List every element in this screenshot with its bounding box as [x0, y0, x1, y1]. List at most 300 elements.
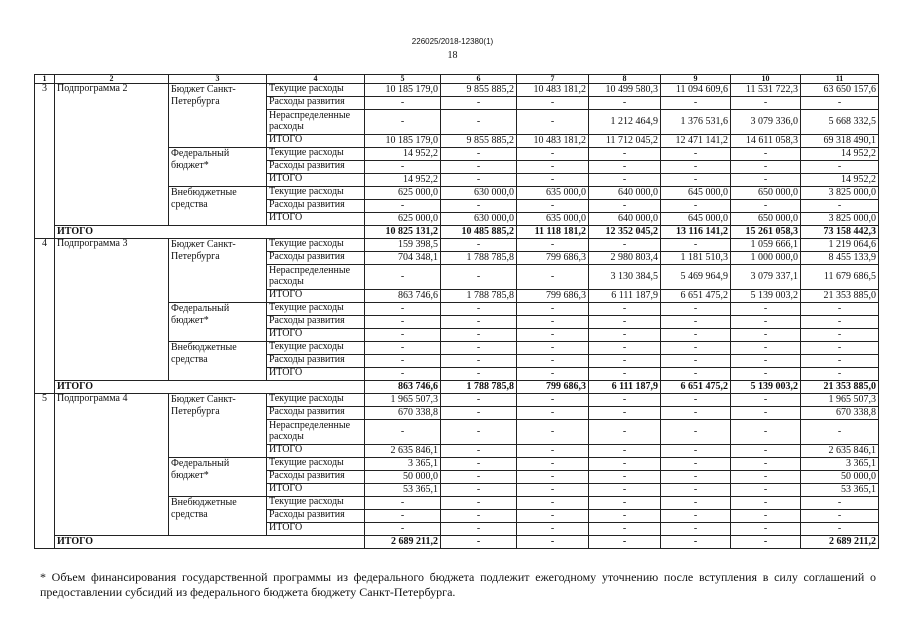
value-cell: 11 531 722,3	[731, 84, 801, 97]
value-cell: -	[441, 97, 517, 110]
value-cell: 2 635 846,1	[365, 445, 441, 458]
expense-type: Текущие расходы	[267, 394, 365, 407]
value-cell: -	[731, 497, 801, 510]
value-cell: -	[365, 200, 441, 213]
value-cell: -	[661, 523, 731, 536]
page-number: 18	[447, 50, 458, 61]
value-cell: -	[441, 445, 517, 458]
value-cell: -	[517, 368, 589, 381]
value-cell: 6 111 187,9	[589, 290, 661, 303]
value-cell: -	[801, 368, 879, 381]
expense-type: Текущие расходы	[267, 239, 365, 252]
value-cell: -	[731, 510, 801, 523]
total-value: 6 651 475,2	[661, 381, 731, 394]
value-cell: -	[365, 342, 441, 355]
value-cell: -	[441, 161, 517, 174]
value-cell: 650 000,0	[731, 187, 801, 200]
funding-source: Бюджет Санкт-Петербурга	[169, 239, 267, 303]
value-cell: 670 338,8	[365, 407, 441, 420]
value-cell: -	[661, 420, 731, 445]
expense-type: Расходы развития	[267, 471, 365, 484]
value-cell: -	[731, 394, 801, 407]
value-cell: -	[801, 161, 879, 174]
value-cell: -	[365, 316, 441, 329]
row-number: 5	[35, 394, 55, 549]
value-cell: -	[661, 329, 731, 342]
value-cell: 635 000,0	[517, 187, 589, 200]
value-cell: 3 825 000,0	[801, 187, 879, 200]
value-cell: -	[365, 510, 441, 523]
expense-type: Расходы развития	[267, 316, 365, 329]
value-cell: -	[589, 174, 661, 187]
value-cell: 1 788 785,8	[441, 252, 517, 265]
column-header: 6	[441, 75, 517, 84]
value-cell: -	[661, 407, 731, 420]
value-cell: 1 059 666,1	[731, 239, 801, 252]
value-cell: -	[365, 97, 441, 110]
subprogram-total-row	[35, 381, 879, 394]
value-cell: 1 000 000,0	[731, 252, 801, 265]
value-cell: -	[365, 368, 441, 381]
total-value: 11 118 181,2	[517, 226, 589, 239]
value-cell: -	[365, 265, 441, 290]
value-cell: -	[517, 316, 589, 329]
value-cell: 2 980 803,4	[589, 252, 661, 265]
value-cell: -	[801, 420, 879, 445]
document-number: 226025/2018-12380(1)	[411, 37, 494, 46]
value-cell: 625 000,0	[365, 213, 441, 226]
value-cell: -	[731, 445, 801, 458]
value-cell: 645 000,0	[661, 213, 731, 226]
value-cell: -	[661, 471, 731, 484]
column-header: 9	[661, 75, 731, 84]
value-cell: -	[801, 329, 879, 342]
value-cell: 640 000,0	[589, 187, 661, 200]
value-cell: -	[801, 316, 879, 329]
value-cell: -	[589, 407, 661, 420]
expense-type: Текущие расходы	[267, 458, 365, 471]
value-cell: 10 499 580,3	[589, 84, 661, 97]
total-value: 10 485 885,2	[441, 226, 517, 239]
value-cell: 10 185 179,0	[365, 135, 441, 148]
value-cell: -	[441, 265, 517, 290]
value-cell: -	[517, 458, 589, 471]
value-cell: -	[517, 200, 589, 213]
value-cell: -	[801, 497, 879, 510]
value-cell: -	[517, 342, 589, 355]
value-cell: 8 455 133,9	[801, 252, 879, 265]
value-cell: 3 365,1	[801, 458, 879, 471]
value-cell: 670 338,8	[801, 407, 879, 420]
expense-type: ИТОГО	[267, 368, 365, 381]
value-cell: 12 471 141,2	[661, 135, 731, 148]
column-header: 1	[35, 75, 55, 84]
value-cell: -	[589, 355, 661, 368]
value-cell: -	[589, 200, 661, 213]
value-cell: -	[731, 316, 801, 329]
value-cell: -	[661, 394, 731, 407]
subprogram-total-row	[35, 536, 879, 549]
value-cell: -	[441, 316, 517, 329]
expense-type: Нераспределенные расходы	[267, 110, 365, 135]
expense-type: ИТОГО	[267, 484, 365, 497]
value-cell: 14 952,2	[801, 148, 879, 161]
value-cell: 1 788 785,8	[441, 290, 517, 303]
value-cell: 3 079 337,1	[731, 265, 801, 290]
value-cell: -	[517, 407, 589, 420]
value-cell: 863 746,6	[365, 290, 441, 303]
value-cell: 799 686,3	[517, 290, 589, 303]
value-cell: 640 000,0	[589, 213, 661, 226]
value-cell: -	[441, 342, 517, 355]
expense-type: ИТОГО	[267, 135, 365, 148]
value-cell: 159 398,5	[365, 239, 441, 252]
value-cell: 53 365,1	[801, 484, 879, 497]
funding-source: Внебюджетные средства	[169, 342, 267, 381]
value-cell: -	[731, 458, 801, 471]
value-cell: 1 376 531,6	[661, 110, 731, 135]
value-cell: 9 855 885,2	[441, 84, 517, 97]
expense-type: Расходы развития	[267, 97, 365, 110]
expense-type: Нераспределенные расходы	[267, 265, 365, 290]
value-cell: -	[441, 148, 517, 161]
expense-type: Текущие расходы	[267, 303, 365, 316]
value-cell: -	[731, 420, 801, 445]
value-cell: 63 650 157,6	[801, 84, 879, 97]
value-cell: 9 855 885,2	[441, 135, 517, 148]
column-header: 3	[169, 75, 267, 84]
value-cell: -	[517, 174, 589, 187]
budget-table	[34, 74, 879, 549]
value-cell: -	[589, 316, 661, 329]
total-value: 2 689 211,2	[801, 536, 879, 549]
value-cell: -	[589, 303, 661, 316]
value-cell: -	[661, 458, 731, 471]
value-cell: 11 679 686,5	[801, 265, 879, 290]
value-cell: -	[589, 484, 661, 497]
value-cell: -	[731, 200, 801, 213]
total-value: 12 352 045,2	[589, 226, 661, 239]
value-cell: -	[517, 445, 589, 458]
total-value: -	[441, 536, 517, 549]
value-cell: -	[661, 174, 731, 187]
table-row	[35, 239, 879, 252]
value-cell: -	[589, 510, 661, 523]
value-cell: -	[441, 200, 517, 213]
value-cell: -	[517, 497, 589, 510]
value-cell: -	[731, 355, 801, 368]
value-cell: -	[589, 148, 661, 161]
value-cell: 21 353 885,0	[801, 290, 879, 303]
value-cell: -	[365, 303, 441, 316]
column-number-row	[35, 75, 879, 84]
funding-source: Федеральный бюджет*	[169, 458, 267, 497]
funding-source: Федеральный бюджет*	[169, 303, 267, 342]
value-cell: -	[441, 420, 517, 445]
expense-type: Расходы развития	[267, 200, 365, 213]
value-cell: 3 130 384,5	[589, 265, 661, 290]
value-cell: -	[731, 329, 801, 342]
value-cell: -	[731, 523, 801, 536]
total-value: -	[517, 536, 589, 549]
value-cell: -	[589, 394, 661, 407]
value-cell: -	[517, 239, 589, 252]
column-header: 4	[267, 75, 365, 84]
value-cell: -	[441, 484, 517, 497]
value-cell: -	[731, 174, 801, 187]
value-cell: 635 000,0	[517, 213, 589, 226]
value-cell: -	[589, 342, 661, 355]
expense-type: Текущие расходы	[267, 342, 365, 355]
value-cell: -	[661, 342, 731, 355]
total-value: 5 139 003,2	[731, 381, 801, 394]
value-cell: 14 611 058,3	[731, 135, 801, 148]
value-cell: -	[517, 471, 589, 484]
value-cell: -	[731, 484, 801, 497]
value-cell: -	[589, 471, 661, 484]
expense-type: Расходы развития	[267, 355, 365, 368]
value-cell: 1 965 507,3	[365, 394, 441, 407]
column-header: 8	[589, 75, 661, 84]
value-cell: 50 000,0	[801, 471, 879, 484]
value-cell: -	[661, 368, 731, 381]
value-cell: -	[589, 161, 661, 174]
total-value: -	[589, 536, 661, 549]
total-value: -	[731, 536, 801, 549]
value-cell: -	[661, 200, 731, 213]
value-cell: -	[731, 97, 801, 110]
value-cell: -	[365, 355, 441, 368]
value-cell: 650 000,0	[731, 213, 801, 226]
value-cell: 5 668 332,5	[801, 110, 879, 135]
expense-type: ИТОГО	[267, 174, 365, 187]
value-cell: 630 000,0	[441, 187, 517, 200]
total-value: 799 686,3	[517, 381, 589, 394]
value-cell: -	[589, 97, 661, 110]
expense-type: ИТОГО	[267, 290, 365, 303]
value-cell: -	[661, 239, 731, 252]
value-cell: 10 483 181,2	[517, 84, 589, 97]
value-cell: -	[589, 458, 661, 471]
value-cell: -	[441, 458, 517, 471]
value-cell: -	[731, 148, 801, 161]
value-cell: -	[441, 174, 517, 187]
total-value: 15 261 058,3	[731, 226, 801, 239]
expense-type: Текущие расходы	[267, 84, 365, 97]
value-cell: -	[589, 420, 661, 445]
value-cell: -	[801, 200, 879, 213]
total-value: 13 116 141,2	[661, 226, 731, 239]
value-cell: -	[731, 303, 801, 316]
value-cell: -	[441, 239, 517, 252]
total-value: 6 111 187,9	[589, 381, 661, 394]
value-cell: -	[441, 497, 517, 510]
value-cell: -	[441, 110, 517, 135]
value-cell: -	[441, 329, 517, 342]
value-cell: -	[731, 407, 801, 420]
value-cell: -	[589, 239, 661, 252]
total-value: -	[661, 536, 731, 549]
value-cell: -	[801, 303, 879, 316]
value-cell: -	[589, 497, 661, 510]
value-cell: 1 212 464,9	[589, 110, 661, 135]
value-cell: -	[801, 97, 879, 110]
value-cell: -	[661, 355, 731, 368]
value-cell: 53 365,1	[365, 484, 441, 497]
value-cell: 14 952,2	[365, 148, 441, 161]
value-cell: 11 094 609,6	[661, 84, 731, 97]
column-header: 11	[801, 75, 879, 84]
value-cell: -	[517, 161, 589, 174]
value-cell: -	[441, 407, 517, 420]
funding-source: Бюджет Санкт-Петербурга	[169, 394, 267, 458]
value-cell: -	[801, 510, 879, 523]
value-cell: -	[517, 394, 589, 407]
subprogram-name: Подпрограмма 3	[55, 239, 169, 381]
footnote: * Объем финансирования государственной программы из федерального бюджета подлежит ежегодному уточнению после вступления в силу соглашений о предоставлении субсидий из федерального бюджета бюджету Санкт-Петербурга.	[40, 570, 876, 599]
value-cell: 10 185 179,0	[365, 84, 441, 97]
value-cell: -	[441, 523, 517, 536]
value-cell: -	[731, 161, 801, 174]
value-cell: -	[589, 523, 661, 536]
subprogram-name: Подпрограмма 2	[55, 84, 169, 226]
expense-type: Расходы развития	[267, 161, 365, 174]
value-cell: 5 469 964,9	[661, 265, 731, 290]
value-cell: -	[517, 355, 589, 368]
value-cell: 11 712 045,2	[589, 135, 661, 148]
value-cell: -	[731, 368, 801, 381]
value-cell: 625 000,0	[365, 187, 441, 200]
expense-type: Нераспределенные расходы	[267, 420, 365, 445]
value-cell: -	[365, 110, 441, 135]
subprogram-total-row	[35, 226, 879, 239]
value-cell: 1 219 064,6	[801, 239, 879, 252]
total-label: ИТОГО	[55, 381, 365, 394]
funding-source: Бюджет Санкт-Петербурга	[169, 84, 267, 148]
value-cell: 2 635 846,1	[801, 445, 879, 458]
value-cell: -	[517, 303, 589, 316]
value-cell: 645 000,0	[661, 187, 731, 200]
value-cell: 3 825 000,0	[801, 213, 879, 226]
total-value: 73 158 442,3	[801, 226, 879, 239]
value-cell: -	[441, 368, 517, 381]
value-cell: -	[517, 265, 589, 290]
value-cell: 69 318 490,1	[801, 135, 879, 148]
row-number: 3	[35, 84, 55, 239]
value-cell: -	[365, 523, 441, 536]
total-value: 2 689 211,2	[365, 536, 441, 549]
value-cell: 50 000,0	[365, 471, 441, 484]
expense-type: Расходы развития	[267, 407, 365, 420]
expense-type: Расходы развития	[267, 510, 365, 523]
value-cell: -	[661, 484, 731, 497]
value-cell: -	[589, 329, 661, 342]
value-cell: -	[517, 329, 589, 342]
expense-type: Текущие расходы	[267, 497, 365, 510]
value-cell: -	[589, 445, 661, 458]
expense-type: Расходы развития	[267, 252, 365, 265]
value-cell: -	[365, 329, 441, 342]
value-cell: 1 181 510,3	[661, 252, 731, 265]
value-cell: -	[801, 355, 879, 368]
column-header: 7	[517, 75, 589, 84]
value-cell: -	[517, 97, 589, 110]
column-header: 5	[365, 75, 441, 84]
value-cell: -	[661, 161, 731, 174]
row-number: 4	[35, 239, 55, 394]
column-header: 10	[731, 75, 801, 84]
value-cell: -	[661, 445, 731, 458]
value-cell: 3 079 336,0	[731, 110, 801, 135]
value-cell: -	[517, 510, 589, 523]
value-cell: -	[661, 148, 731, 161]
total-label: ИТОГО	[55, 226, 365, 239]
value-cell: -	[441, 510, 517, 523]
value-cell: -	[365, 161, 441, 174]
value-cell: -	[441, 394, 517, 407]
value-cell: -	[441, 303, 517, 316]
expense-type: ИТОГО	[267, 329, 365, 342]
total-value: 10 825 131,2	[365, 226, 441, 239]
column-header: 2	[55, 75, 169, 84]
value-cell: 1 965 507,3	[801, 394, 879, 407]
table-row	[35, 84, 879, 97]
value-cell: -	[801, 342, 879, 355]
value-cell: -	[517, 420, 589, 445]
value-cell: 704 348,1	[365, 252, 441, 265]
value-cell: -	[517, 523, 589, 536]
total-label: ИТОГО	[55, 536, 365, 549]
value-cell: -	[661, 497, 731, 510]
value-cell: 10 483 181,2	[517, 135, 589, 148]
expense-type: ИТОГО	[267, 523, 365, 536]
value-cell: -	[517, 484, 589, 497]
value-cell: -	[661, 303, 731, 316]
value-cell: 6 651 475,2	[661, 290, 731, 303]
value-cell: -	[731, 471, 801, 484]
value-cell: 5 139 003,2	[731, 290, 801, 303]
value-cell: 14 952,2	[365, 174, 441, 187]
total-value: 21 353 885,0	[801, 381, 879, 394]
total-value: 863 746,6	[365, 381, 441, 394]
expense-type: ИТОГО	[267, 213, 365, 226]
value-cell: 3 365,1	[365, 458, 441, 471]
value-cell: -	[731, 342, 801, 355]
expense-type: Текущие расходы	[267, 187, 365, 200]
expense-type: Текущие расходы	[267, 148, 365, 161]
value-cell: -	[801, 523, 879, 536]
funding-source: Федеральный бюджет*	[169, 148, 267, 187]
value-cell: -	[661, 97, 731, 110]
value-cell: -	[589, 368, 661, 381]
value-cell: -	[517, 148, 589, 161]
value-cell: 799 686,3	[517, 252, 589, 265]
value-cell: 14 952,2	[801, 174, 879, 187]
value-cell: 630 000,0	[441, 213, 517, 226]
value-cell: -	[661, 510, 731, 523]
value-cell: -	[441, 355, 517, 368]
value-cell: -	[517, 110, 589, 135]
total-value: 1 788 785,8	[441, 381, 517, 394]
funding-source: Внебюджетные средства	[169, 497, 267, 536]
expense-type: ИТОГО	[267, 445, 365, 458]
value-cell: -	[441, 471, 517, 484]
value-cell: -	[365, 420, 441, 445]
table-row	[35, 394, 879, 407]
funding-source: Внебюджетные средства	[169, 187, 267, 226]
value-cell: -	[365, 497, 441, 510]
subprogram-name: Подпрограмма 4	[55, 394, 169, 536]
